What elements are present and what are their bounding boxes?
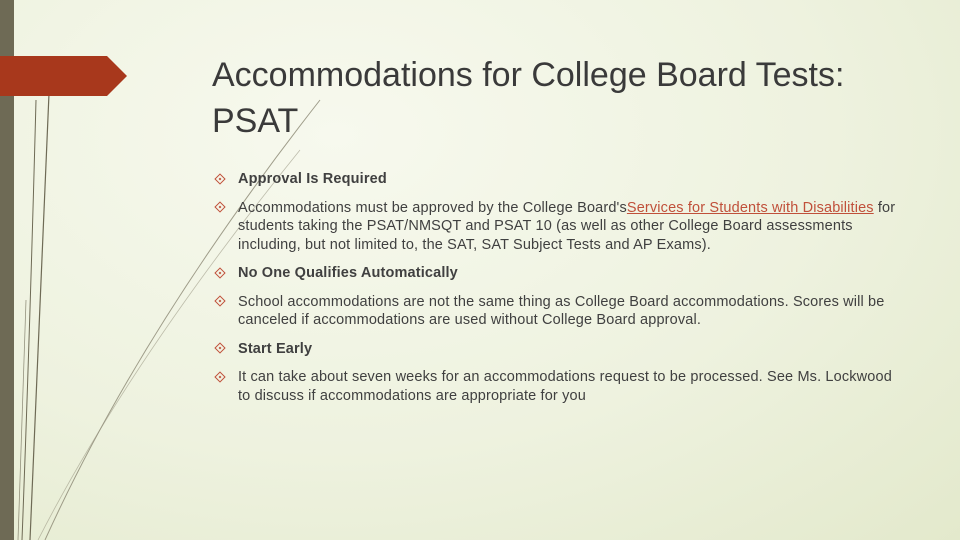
bullet-text: Accommodations must be approved by the College Board's	[238, 199, 627, 216]
bullet-item	[214, 368, 904, 405]
services-link[interactable]: Services for Students with Disabilities	[626, 199, 874, 216]
diamond-bullet-icon	[214, 267, 225, 278]
diamond-bullet-icon	[214, 371, 225, 382]
bullet-item	[214, 340, 904, 359]
diamond-bullet-icon	[214, 342, 225, 353]
bullet-item	[214, 264, 904, 283]
bullet-item	[214, 293, 904, 330]
bullet-text: It can take about seven weeks for an accommodations request to be processed. See Ms. Lockwood to discuss if accommodations are appropriate for you	[238, 369, 892, 404]
bullet-text: Approval Is Required	[238, 171, 387, 187]
slide-title: Accommodations for College Board Tests: PSAT	[212, 56, 845, 140]
bullet-text: School accommodations are not the same thing as College Board accommodations. Scores will be canceled if accommodations are used without College Board approval.	[238, 293, 885, 328]
diamond-bullet-icon	[214, 295, 225, 306]
bullet-text: No One Qualifies Automatically	[238, 265, 458, 281]
bullet-text: Start Early	[238, 340, 313, 357]
title-ribbon	[0, 56, 127, 96]
bullet-list	[214, 170, 904, 415]
bullet-text: for students taking the PSAT/NMSQT and PSAT 10 (as well as other College Board assessments including, but not limited to, the SAT, SAT Subject Tests and AP Exams).	[238, 199, 896, 253]
diamond-bullet-icon	[214, 173, 225, 184]
diamond-bullet-icon	[214, 201, 225, 212]
bullet-item	[214, 199, 904, 255]
bullet-item	[214, 170, 904, 189]
